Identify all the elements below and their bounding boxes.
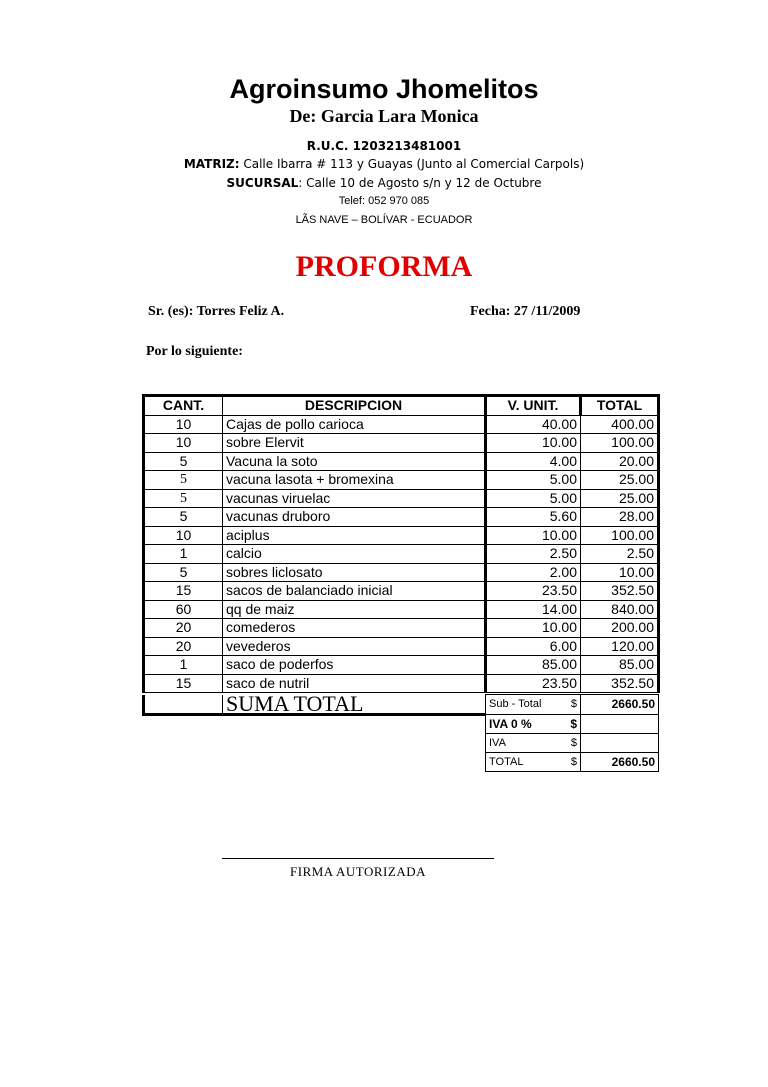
matriz-text: Calle Ibarra # 113 y Guayas (Junto al Comercial Carpols) <box>239 157 585 171</box>
iva-currency: $ <box>558 734 581 753</box>
row-quantity: 15 <box>144 674 223 693</box>
row-total: 352.50 <box>581 582 659 601</box>
row-description: Cajas de pollo carioca <box>223 415 486 434</box>
row-quantity: 15 <box>144 582 223 601</box>
row-quantity: 5 <box>144 563 223 582</box>
telephone: Telef: 052 970 085 <box>338 195 430 207</box>
row-description: sobres liclosato <box>223 563 486 582</box>
city-line: LÃS NAVE – BOLÍVAR - ECUADOR <box>295 214 473 226</box>
row-description: aciplus <box>223 526 486 545</box>
iva0-value <box>581 714 659 734</box>
row-unit-price: 85.00 <box>486 656 581 675</box>
row-description: calcio <box>223 545 486 564</box>
row-unit-price: 4.00 <box>486 452 581 471</box>
row-quantity: 20 <box>144 619 223 638</box>
row-quantity: 10 <box>144 526 223 545</box>
row-total: 25.00 <box>581 471 659 490</box>
row-total: 100.00 <box>581 526 659 545</box>
table-row <box>144 582 659 601</box>
row-description: saco de nutril <box>223 674 486 693</box>
subtotal-value: 2660.50 <box>581 695 659 715</box>
table-row <box>144 471 659 490</box>
iva-value <box>581 734 659 753</box>
row-total: 120.00 <box>581 637 659 656</box>
table-row <box>144 563 659 582</box>
row-description: qq de maiz <box>223 600 486 619</box>
row-description: sacos de balanciado inicial <box>223 582 486 601</box>
row-total: 840.00 <box>581 600 659 619</box>
table-row <box>144 452 659 471</box>
signature-line <box>222 858 494 859</box>
iva-label: IVA <box>486 734 558 753</box>
row-total: 85.00 <box>581 656 659 675</box>
row-description: vacunas druboro <box>223 508 486 527</box>
table-row <box>144 508 659 527</box>
row-quantity: 5 <box>144 452 223 471</box>
row-unit-price: 6.00 <box>486 637 581 656</box>
ruc-number: R.U.C. 1203213481001 <box>306 139 462 153</box>
row-quantity: 20 <box>144 637 223 656</box>
row-quantity: 5 <box>144 489 223 508</box>
row-total: 28.00 <box>581 508 659 527</box>
table-row <box>144 526 659 545</box>
row-unit-price: 10.00 <box>486 619 581 638</box>
company-name: Agroinsumo Jhomelitos <box>229 74 539 104</box>
header-total: TOTAL <box>581 396 659 416</box>
sucursal-address <box>0 176 768 190</box>
row-total: 100.00 <box>581 434 659 453</box>
matriz-label: MATRIZ: <box>183 157 240 171</box>
row-description: Vacuna la soto <box>223 452 486 471</box>
row-unit-price: 23.50 <box>486 674 581 693</box>
table-row <box>144 656 659 675</box>
iva0-label: IVA 0 % <box>486 714 558 734</box>
row-total: 352.50 <box>581 674 659 693</box>
row-quantity: 5 <box>144 508 223 527</box>
subtotal-row <box>144 695 659 715</box>
row-description: vacunas viruelac <box>223 489 486 508</box>
sucursal-label: SUCURSAL <box>226 176 299 190</box>
client-name: Sr. (es): Torres Feliz A. <box>148 304 285 319</box>
row-quantity: 5 <box>144 471 223 490</box>
table-row <box>144 545 659 564</box>
row-description: sobre Elervit <box>223 434 486 453</box>
row-quantity: 60 <box>144 600 223 619</box>
row-unit-price: 40.00 <box>486 415 581 434</box>
row-quantity: 1 <box>144 656 223 675</box>
row-quantity: 10 <box>144 434 223 453</box>
table-row <box>144 434 659 453</box>
table-row <box>144 637 659 656</box>
row-total: 10.00 <box>581 563 659 582</box>
document-title: PROFORMA <box>295 250 473 283</box>
table-row <box>144 674 659 693</box>
row-description: vacuna lasota + bromexina <box>223 471 486 490</box>
header-descripcion: DESCRIPCION <box>223 396 486 416</box>
row-total: 25.00 <box>581 489 659 508</box>
grand-total-currency: $ <box>558 753 581 772</box>
iva0-row <box>144 714 659 734</box>
row-total: 200.00 <box>581 619 659 638</box>
owner-name: De: Garcia Lara Monica <box>289 106 479 126</box>
table-row <box>144 600 659 619</box>
header-cant: CANT. <box>144 396 223 416</box>
subtotal-currency: $ <box>558 695 581 715</box>
document-date: Fecha: 27 /11/2009 <box>470 304 581 319</box>
row-total: 20.00 <box>581 452 659 471</box>
items-header-row <box>144 396 659 416</box>
totals-table <box>142 694 659 772</box>
row-unit-price: 14.00 <box>486 600 581 619</box>
sucursal-text: : Calle 10 de Agosto s/n y 12 de Octubre <box>298 176 542 190</box>
row-description: vevederos <box>223 637 486 656</box>
table-row <box>144 619 659 638</box>
row-unit-price: 23.50 <box>486 582 581 601</box>
subtotal-label: Sub - Total <box>486 695 558 715</box>
row-total: 2.50 <box>581 545 659 564</box>
signature-label: FIRMA AUTORIZADA <box>290 864 426 879</box>
row-unit-price: 5.60 <box>486 508 581 527</box>
row-unit-price: 5.00 <box>486 489 581 508</box>
row-unit-price: 10.00 <box>486 526 581 545</box>
grand-total-value: 2660.50 <box>581 753 659 772</box>
row-total: 400.00 <box>581 415 659 434</box>
iva-row <box>144 734 659 753</box>
row-description: saco de poderfos <box>223 656 486 675</box>
header-v-unit: V. UNIT. <box>486 396 581 416</box>
items-table <box>142 394 660 693</box>
row-unit-price: 2.00 <box>486 563 581 582</box>
row-quantity: 1 <box>144 545 223 564</box>
table-row <box>144 489 659 508</box>
grand-total-label: TOTAL <box>486 753 558 772</box>
row-quantity: 10 <box>144 415 223 434</box>
row-unit-price: 10.00 <box>486 434 581 453</box>
table-row <box>144 415 659 434</box>
row-description: comederos <box>223 619 486 638</box>
grand-total-row <box>144 753 659 772</box>
row-unit-price: 2.50 <box>486 545 581 564</box>
intro-text: Por lo siguiente: <box>146 344 243 359</box>
iva0-currency: $ <box>558 714 581 734</box>
matriz-address <box>0 157 768 171</box>
row-unit-price: 5.00 <box>486 471 581 490</box>
suma-total-label: SUMA TOTAL <box>223 695 486 715</box>
